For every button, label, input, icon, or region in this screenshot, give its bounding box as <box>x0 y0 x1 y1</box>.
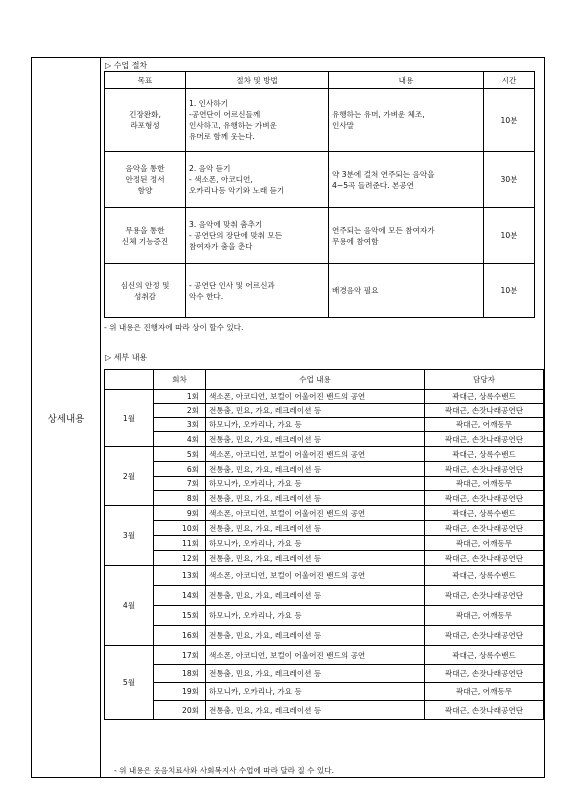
procedure-table <box>104 71 535 318</box>
schedule-row <box>105 404 544 418</box>
session-staff: 곽대근, 상록수밴드 <box>425 506 544 521</box>
session-content: 전통춤, 민요, 가요, 레크레이션 등 <box>206 404 425 418</box>
session-content: 색소폰, 아코디언, 보컬이 어울어진 밴드의 공연 <box>206 566 425 586</box>
procedure-header-row <box>105 72 535 89</box>
session-staff: 곽대근, 상록수밴드 <box>425 390 544 404</box>
header-session: 회차 <box>154 370 206 390</box>
session-content: 하모니카, 오카리나, 가요 등 <box>206 606 425 626</box>
procedure-row <box>105 264 535 318</box>
session-content: 전통춤, 민요, 가요, 레크레이션 등 <box>206 491 425 506</box>
schedule-row <box>105 566 544 586</box>
schedule-row <box>105 701 544 720</box>
session-number: 19회 <box>154 683 206 701</box>
session-staff: 곽대근, 어깨동무 <box>425 606 544 626</box>
schedule-row <box>105 683 544 701</box>
session-staff: 곽대근, 어깨동무 <box>425 477 544 491</box>
session-number: 17회 <box>154 646 206 665</box>
session-number: 2회 <box>154 404 206 418</box>
procedure-title: ▷ 수업 절차 <box>105 61 148 70</box>
session-number: 14회 <box>154 586 206 606</box>
schedule-row <box>105 551 544 566</box>
session-staff: 곽대근, 손잣나래공연단 <box>425 586 544 606</box>
schedule-row <box>105 477 544 491</box>
session-number: 12회 <box>154 551 206 566</box>
session-staff: 곽대근, 어깨동무 <box>425 536 544 551</box>
header-goal: 목표 <box>105 72 186 89</box>
month-cell: 5월 <box>105 646 154 720</box>
session-staff: 곽대근, 손잣나래공연단 <box>425 665 544 683</box>
schedule-row <box>105 447 544 462</box>
header-time: 시간 <box>484 72 535 89</box>
session-staff: 곽대근, 손잣나래공연단 <box>425 521 544 536</box>
session-number: 13회 <box>154 566 206 586</box>
session-content: 전통춤, 민요, 가요, 레크레이션 등 <box>206 462 425 477</box>
schedule-row <box>105 491 544 506</box>
session-content: 색소폰, 아코디언, 보컬이 어울어진 밴드의 공연 <box>206 506 425 521</box>
header-class-content: 수업 내용 <box>206 370 425 390</box>
procedure-goal: 심신의 안정 및 성취감 <box>105 264 186 318</box>
session-number: 5회 <box>154 447 206 462</box>
session-content: 전통춤, 민요, 가요, 레크레이션 등 <box>206 665 425 683</box>
session-content: 하모니카, 오카리나, 가요 등 <box>206 536 425 551</box>
side-label: 상세내용 <box>32 58 101 777</box>
session-content: 전통춤, 민요, 가요, 레크레이션 등 <box>206 521 425 536</box>
session-staff: 곽대근, 상록수밴드 <box>425 646 544 665</box>
procedure-time: 10분 <box>484 208 535 264</box>
month-cell: 4월 <box>105 566 154 646</box>
schedule-row <box>105 462 544 477</box>
session-number: 10회 <box>154 521 206 536</box>
schedule-row <box>105 646 544 665</box>
procedure-content: 약 3분에 걸쳐 연주되는 음악을 4~5곡 들려준다. 본공연 <box>329 152 484 208</box>
schedule-row <box>105 432 544 447</box>
session-content: 색소폰, 아코디언, 보컬이 어울어진 밴드의 공연 <box>206 447 425 462</box>
header-content: 내용 <box>329 72 484 89</box>
header-month <box>105 370 154 390</box>
session-content: 하모니카, 오카리나, 가요 등 <box>206 418 425 432</box>
schedule-row <box>105 586 544 606</box>
session-staff: 곽대근, 손잣나래공연단 <box>425 626 544 646</box>
procedure-method: 2. 음악 듣기 - 색소폰, 아코디언, 오카리나등 악기와 노래 듣기 <box>186 152 329 208</box>
session-staff: 곽대근, 손잣나래공연단 <box>425 432 544 447</box>
session-number: 16회 <box>154 626 206 646</box>
detail-title: ▷ 세부 내용 <box>105 353 148 362</box>
procedure-goal: 음악을 통한 안정된 정서 함양 <box>105 152 186 208</box>
session-number: 8회 <box>154 491 206 506</box>
schedule-row <box>105 521 544 536</box>
session-number: 11회 <box>154 536 206 551</box>
month-cell: 2월 <box>105 447 154 506</box>
procedure-method: 1. 인사하기 -공연단이 어르신들께 인사하고, 유행하는 가벼운 유머로 함께 웃는다. <box>186 89 329 152</box>
procedure-note: - 위 내용은 진행자에 따라 상이 할수 있다. <box>104 323 244 332</box>
session-content: 전통춤, 민요, 가요, 레크레이션 등 <box>206 701 425 720</box>
session-staff: 곽대근, 손잣나래공연단 <box>425 491 544 506</box>
schedule-row <box>105 606 544 626</box>
session-number: 4회 <box>154 432 206 447</box>
session-content: 전통춤, 민요, 가요, 레크레이션 등 <box>206 626 425 646</box>
session-content: 전통춤, 민요, 가요, 레크레이션 등 <box>206 551 425 566</box>
procedure-row <box>105 89 535 152</box>
session-number: 9회 <box>154 506 206 521</box>
session-content: 색소폰, 아코디언, 보컬이 어울어진 밴드의 공연 <box>206 390 425 404</box>
month-cell: 3월 <box>105 506 154 566</box>
session-number: 20회 <box>154 701 206 720</box>
session-content: 하모니카, 오카리나, 가요 등 <box>206 477 425 491</box>
session-content: 전통춤, 민요, 가요, 레크레이션 등 <box>206 586 425 606</box>
session-content: 하모니카, 오카리나, 가요 등 <box>206 683 425 701</box>
session-number: 3회 <box>154 418 206 432</box>
detail-header-row <box>105 370 544 390</box>
procedure-time: 30분 <box>484 152 535 208</box>
schedule-row <box>105 626 544 646</box>
schedule-row <box>105 506 544 521</box>
procedure-goal: 무용을 통한 신체 기능증진 <box>105 208 186 264</box>
procedure-content: 배경음악 필요 <box>329 264 484 318</box>
session-staff: 곽대근, 어깨동무 <box>425 418 544 432</box>
detail-table <box>104 369 544 720</box>
header-method: 절차 및 방법 <box>186 72 329 89</box>
procedure-time: 10분 <box>484 89 535 152</box>
session-staff: 곽대근, 손잣나래공연단 <box>425 701 544 720</box>
session-staff: 곽대근, 손잣나래공연단 <box>425 404 544 418</box>
month-cell: 1월 <box>105 390 154 447</box>
session-number: 7회 <box>154 477 206 491</box>
schedule-row <box>105 665 544 683</box>
schedule-row <box>105 390 544 404</box>
session-staff: 곽대근, 상록수밴드 <box>425 566 544 586</box>
procedure-row <box>105 208 535 264</box>
session-staff: 곽대근, 상록수밴드 <box>425 447 544 462</box>
session-content: 색소폰, 아코디언, 보컬이 어울어진 밴드의 공연 <box>206 646 425 665</box>
detail-note: - 위 내용은 웃음치료사와 사회복지사 수업에 따라 달라 질 수 있다. <box>114 766 335 775</box>
procedure-method: - 공연단 인사 및 어르신과 악수 한다. <box>186 264 329 318</box>
schedule-row <box>105 418 544 432</box>
session-number: 15회 <box>154 606 206 626</box>
procedure-row <box>105 152 535 208</box>
session-staff: 곽대근, 손잣나래공연단 <box>425 462 544 477</box>
procedure-content: 연주되는 음악에 모든 참여자가 무용에 참여함 <box>329 208 484 264</box>
session-number: 1회 <box>154 390 206 404</box>
session-content: 전통춤, 민요, 가요, 레크레이션 등 <box>206 432 425 447</box>
detail-frame <box>31 57 545 778</box>
procedure-content: 유행하는 유머, 가벼운 체조, 인사말 <box>329 89 484 152</box>
schedule-row <box>105 536 544 551</box>
procedure-goal: 긴장완화, 라포형성 <box>105 89 186 152</box>
procedure-time: 10분 <box>484 264 535 318</box>
content-area <box>102 58 545 777</box>
session-staff: 곽대근, 어깨동무 <box>425 683 544 701</box>
session-number: 18회 <box>154 665 206 683</box>
header-staff: 담당자 <box>425 370 544 390</box>
procedure-method: 3. 음악에 맞춰 춤추기 - 공연단의 장단에 맞춰 모든 참여자가 춤을 춘다 <box>186 208 329 264</box>
session-number: 6회 <box>154 462 206 477</box>
session-staff: 곽대근, 손잣나래공연단 <box>425 551 544 566</box>
